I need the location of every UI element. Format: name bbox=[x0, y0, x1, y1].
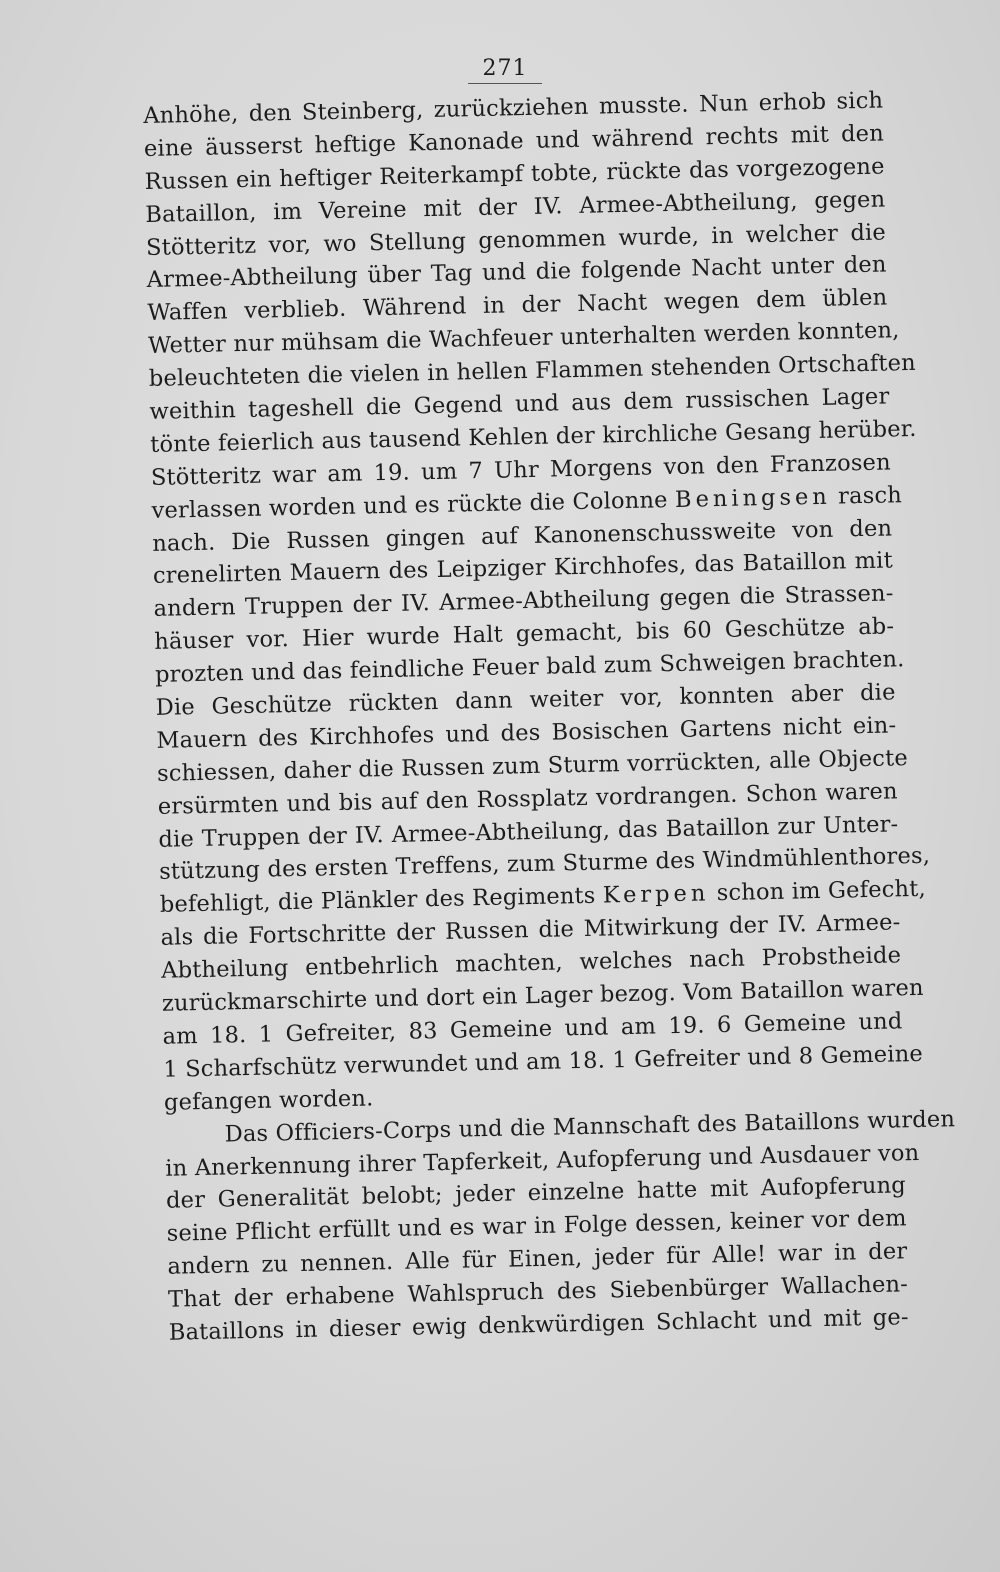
text-segment: rasch bbox=[830, 481, 903, 510]
text-segment: verlassen worden und es rückte die Colonne bbox=[151, 486, 676, 524]
text-line: andern Truppen der IV. Armee-Abtheilung gegen die Strassen- bbox=[153, 580, 894, 623]
text-line: Bataillon, im Vereine mit der IV. Armee-Abtheilung, gegen bbox=[145, 186, 886, 228]
text-line: nach. Die Russen gingen auf Kanonenschussweite von den bbox=[152, 514, 893, 557]
text-line: seine Pflicht erfüllt und es war in Folge dessen, keiner vor dem bbox=[166, 1205, 907, 1248]
text-line: Das Officiers-Corps und die Mannschaft des Bataillons wurden bbox=[224, 1105, 956, 1148]
text-line: stützung des ersten Treffens, zum Sturme des Windmühlenthores, bbox=[158, 843, 931, 886]
text-line: als die Fortschritte der Russen die Mitwirkung der IV. Armee- bbox=[160, 909, 901, 952]
text-line: gefangen worden. bbox=[163, 1085, 374, 1116]
text-line: am 18. 1 Gefreiter, 83 Gemeine und am 19. 6 Gemeine und bbox=[162, 1008, 903, 1050]
text-segment: befehligt, die Plänkler des Regiments bbox=[159, 882, 604, 919]
text-line: Stötteritz war am 19. um 7 Uhr Morgens von den Franzosen bbox=[150, 449, 892, 491]
text-line: die Truppen der IV. Armee-Abtheilung, das Bataillon zur Unter- bbox=[158, 810, 899, 853]
text-line: Armee-Abtheilung über Tag und die folgende Nacht unter den bbox=[146, 251, 887, 294]
text-line: Die Geschütze rückten dann weiter vor, konnten aber die bbox=[155, 679, 896, 721]
text-line: crenelirten Mauern des Leipziger Kirchhofes, das Bataillon mit bbox=[152, 547, 894, 590]
text-line: Anhöhe, den Steinberg, zurückziehen musste. Nun erhob sich bbox=[143, 87, 884, 129]
text-line: tönte feierlich aus tausend Kehlen der kirchliche Gesang herüber. bbox=[149, 415, 917, 458]
page-number: 271 bbox=[468, 56, 542, 84]
text-line: Russen ein heftiger Reiterkampf tobte, rückte das vorgezogene bbox=[144, 153, 885, 195]
text-line: Waffen verblieb. Während in der Nacht wegen dem üblen bbox=[147, 284, 888, 327]
text-line: zurückmarschirte und dort ein Lager bezog. Vom Bataillon waren bbox=[161, 974, 924, 1017]
text-line: That der erhabene Wahlspruch des Siebenbürger Wallachen- bbox=[167, 1271, 909, 1313]
text-line: weithin tageshell die Gegend und aus dem russischen Lager bbox=[149, 383, 890, 425]
spaced-name: Kerpen bbox=[602, 880, 710, 909]
text-line: Bataillons in dieser ewig denkwürdigen Schlacht und mit ge- bbox=[168, 1304, 909, 1346]
text-line: schiessen, daher die Russen zum Sturm vorrückten, alle Objecte bbox=[156, 744, 909, 787]
text-line: der Generalität belobt; jeder einzelne hatte mit Aufopferung bbox=[165, 1172, 907, 1215]
text-line: Abtheilung entbehrlich machten, welches nach Probstheide bbox=[160, 942, 902, 984]
text-line: Wetter nur mühsam die Wachfeuer unterhalten werden konnten, bbox=[147, 317, 900, 360]
text-line: beleuchteten die vielen in hellen Flammen stehenden Ortschaften bbox=[148, 350, 917, 393]
text-line: häuser vor. Hier wurde Halt gemacht, bis 60 Geschütze ab- bbox=[154, 613, 895, 656]
spaced-name: Beningsen bbox=[674, 483, 832, 513]
text-line: Stötteritz vor, wo Stellung genommen wurde, in welcher die bbox=[145, 219, 887, 261]
text-line: 1 Scharfschütz verwundet und am 18. 1 Gefreiter und 8 Gemeine bbox=[163, 1040, 924, 1083]
text-line: prozten und das feindliche Feuer bald zum Schweigen brachten. bbox=[154, 646, 905, 689]
text-segment: schon im Gefecht, bbox=[709, 876, 927, 907]
body-text bbox=[143, 85, 956, 1350]
text-line: ersürmten und bis auf den Rossplatz vordrangen. Schon waren bbox=[157, 778, 898, 820]
text-line: Mauern des Kirchhofes und des Bosischen Gartens nicht ein- bbox=[156, 712, 897, 754]
text-line: eine äusserst heftige Kanonade und während rechts mit den bbox=[143, 120, 885, 162]
text-line: andern zu nennen. Alle für Einen, jeder für Alle! war in der bbox=[167, 1238, 908, 1280]
text-line: in Anerkennung ihrer Tapferkeit, Aufopferung und Ausdauer von bbox=[165, 1139, 920, 1182]
